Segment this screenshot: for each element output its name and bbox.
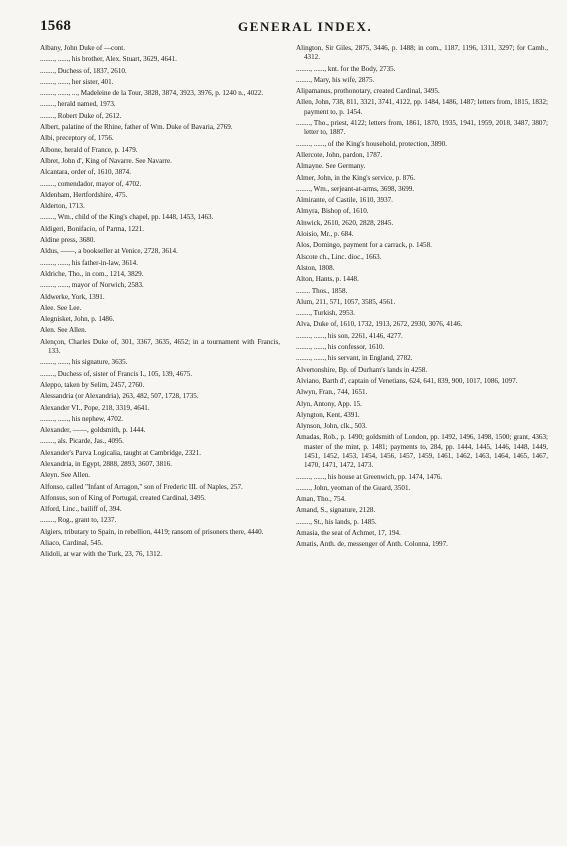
- index-entry: Alexander's Parva Logicalia, taught at Cambridge, 2321.: [40, 448, 202, 457]
- index-entry: Aliaco, Cardinal, 545.: [40, 539, 103, 548]
- index-entry: ........, ......, his signature, 3635.: [40, 358, 128, 367]
- index-entry: Aman, Tho., 754.: [296, 495, 346, 504]
- index-entry: Alessandria (or Alexandria), 263, 482, 507, 1728, 1735.: [40, 392, 199, 401]
- index-entry: Alum, 211, 571, 1057, 3585, 4561.: [296, 297, 396, 306]
- index-entry: Aldwerke, York, 1391.: [40, 292, 105, 301]
- index-entry: ........, ......, his house at Greenwich, pp. 1474, 1476.: [296, 472, 443, 481]
- index-entry: Allen, John, 738, 811, 3321, 3741, 4122, pp. 1484, 1486, 1487; letters from, 1815, 1832; payment to, p. 1454.: [296, 98, 548, 116]
- index-entry: Allercote, John, pardon, 1787.: [296, 150, 383, 159]
- index-entry: Albone, herald of France, p. 1479.: [40, 145, 138, 154]
- index-entry: Alton, Hants, p. 1448.: [296, 275, 359, 284]
- index-entry: Almayne. See Germany.: [296, 162, 366, 171]
- page-number: 1568: [40, 18, 72, 34]
- index-entry: Alcantara, order of, 1610, 3874.: [40, 168, 132, 177]
- index-entry: ........, Wm., child of the King's chapel, pp. 1448, 1453, 1463.: [40, 213, 214, 222]
- index-entry: ........, ......, knt. for the Body, 2735.: [296, 64, 396, 73]
- index-entry: Aldigeri, Bonifacio, of Parma, 1221.: [40, 224, 145, 233]
- index-entry: Aloisio, Mr., p. 684.: [296, 230, 354, 239]
- index-entry: ........, herald named, 1973.: [40, 100, 116, 109]
- index-entry: Aldenham, Hertfordshire, 475.: [40, 190, 128, 199]
- page-header: [40, 18, 555, 38]
- index-entry: Albi, preceptory of, 1756.: [40, 134, 114, 143]
- index-entry: Alington, Sir Giles, 2875, 3446, p. 1488; in com., 1187, 1196, 1311, 3297; for Camb., 4312.: [296, 44, 548, 62]
- index-entry: Aldus, ——, a bookseller at Venice, 2728, 3614.: [40, 247, 178, 256]
- index-entry: Amatis, Anth. de, messenger of Anth. Colonna, 1997.: [296, 540, 448, 549]
- index-entry: Alexandria, in Egypt, 2888, 2893, 3607, 3816.: [40, 459, 173, 468]
- index-entry: Almirante, of Castile, 1610, 3937.: [296, 196, 393, 205]
- index-entry: Alva, Duke of, 1610, 1732, 1913, 2672, 2930, 3076, 4146.: [296, 320, 463, 329]
- index-entry: Alee. See Lee.: [40, 303, 82, 312]
- index-entry: Aleppo, taken by Selim, 2457, 2760.: [40, 380, 145, 389]
- index-entry: ........, ......, ..., Madeleine de la Tour, 3828, 3874, 3923, 3976, p. 1240 n., 4022.: [40, 89, 264, 98]
- index-entry: ........ Thos., 1858.: [296, 286, 348, 295]
- index-entry: ........, Robert Duke of, 2612.: [40, 111, 122, 120]
- index-column-left: [40, 44, 280, 562]
- index-entry: ........, ......, of the King's household, protection, 3890.: [296, 139, 448, 148]
- index-entry: ........, ......, her sister, 401.: [40, 77, 114, 86]
- index-entry: ........, Duchess of, sister of Francis I., 105, 139, 4675.: [40, 369, 193, 378]
- index-entry: Alidoli, at war with the Turk, 23, 76, 1312.: [40, 550, 162, 559]
- index-entry: Alscote ch., Linc. dioc., 1663.: [296, 252, 382, 261]
- index-entry: ........, Turkish, 2953.: [296, 309, 355, 318]
- index-entry: Almer, John, in the King's service, p. 876.: [296, 173, 416, 182]
- index-entry: Aldriche, Tho., in com., 1214, 3829.: [40, 269, 144, 278]
- index-entry: ........, Wm., serjeant-at-arms, 3698, 3699.: [296, 184, 415, 193]
- index-entry: Alyn, Antony, App. 15.: [296, 399, 362, 408]
- index-entry: Alexander VI., Pope, 218, 3319, 4641.: [40, 403, 150, 412]
- index-entry: Alipamanus, prothonotary, created Cardinal, 3495.: [296, 87, 440, 96]
- index-entry: Alwyn, Fran., 744, 1651.: [296, 388, 368, 397]
- index-entry: ........, Rog., grant to, 1237.: [40, 516, 117, 525]
- index-entry: ........, Tho., priest, 4122; letters from, 1861, 1870, 1935, 1941, 1959, 2018, 3487, 3807; letter to, 1887.: [296, 119, 548, 137]
- index-entry: Alvertonshire, Bp. of Durham's lands in 4258.: [296, 365, 428, 374]
- index-entry: Alford, Linc., bailiff of, 394.: [40, 505, 122, 514]
- index-entry: Albert, palatine of the Rhine, father of Wm. Duke of Bavaria, 2769.: [40, 123, 233, 132]
- index-entry: Albret, John d', King of Navarre. See Navarre.: [40, 156, 172, 165]
- index-entry: ........, John, yeoman of the Guard, 3501.: [296, 483, 411, 492]
- index-entry: ........, Mary, his wife, 2875.: [296, 75, 375, 84]
- index-entry: Albany, John Duke of —cont.: [40, 44, 126, 52]
- index-column-right: [296, 44, 548, 552]
- index-entry: Alyngton, Kent, 4391.: [296, 410, 360, 419]
- index-entry: Alfonso, called "Infant of Arragon," son of Frederic III. of Naples, 257.: [40, 482, 243, 491]
- index-entry: ........, St., his lands, p. 1485.: [296, 517, 377, 526]
- index-entry: Alos, Domingo, payment for a carrack, p. 1458.: [296, 241, 432, 250]
- index-entry: Aleyn. See Allen.: [40, 471, 91, 480]
- index-entry: Alexander, ——, goldsmith, p. 1444.: [40, 426, 146, 435]
- index-entry: ........, ......, mayor of Norwich, 2583.: [40, 281, 144, 290]
- index-entry: Alfonsus, son of King of Portugal, created Cardinal, 3495.: [40, 493, 206, 502]
- index-entry: Alnwick, 2610, 2620, 2828, 2845.: [296, 218, 394, 227]
- page-title: GENERAL INDEX.: [238, 19, 373, 34]
- index-entry: ........, Duchess of, 1837, 2610.: [40, 66, 127, 75]
- index-entry: Amand, S., signature, 2128.: [296, 506, 376, 515]
- index-entry: ........, ......, his son, 2261, 4146, 4277.: [296, 331, 403, 340]
- index-entry: Alviano, Barth d', captain of Venetians, 624, 641, 839, 900, 1017, 1086, 1097.: [296, 376, 518, 385]
- index-entry: Almyra, Bishop of, 1610.: [296, 207, 369, 216]
- index-entry: Alençon, Charles Duke of, 301, 3367, 3635, 4652; in a tournament with Francis, 133.: [40, 337, 280, 356]
- index-entry: Alegnisket, John, p. 1486.: [40, 315, 115, 324]
- index-entry: ........, ......, his nephew, 4702.: [40, 414, 124, 423]
- index-entry: ........, ......, his servant, in England, 2782.: [296, 354, 413, 363]
- index-entry: ........, als. Picarde, Jas., 4095.: [40, 437, 124, 446]
- index-entry: Alen. See Allen.: [40, 326, 87, 335]
- index-entry: Alston, 1808.: [296, 263, 335, 272]
- index-entry: ........, ......, his father-in-law, 3614.: [40, 258, 138, 267]
- index-entry: ........, comendador, mayor of, 4702.: [40, 179, 142, 188]
- index-entry: ........, ......, his confessor, 1610.: [296, 343, 385, 352]
- index-entry: Amadas, Rob., p. 1490; goldsmith of London, pp. 1492, 1496, 1498, 1500; grant, 4363; master of the mint, p. 1481; payments to, 284, pp. 1444, 1445, 1446, 1448, 1449, 1451, 1452, 1453, 1454, 1456, 1457, 1459, 1461, 1462, 1463, 1464, 1465, 1467, 1470, 1471, 1472, 1473.: [296, 433, 548, 470]
- index-entry: Algiers, tributary to Spain, in rebellion, 4419; ransom of prisoners there, 4440.: [40, 527, 264, 536]
- index-entry: Aldine press, 3680.: [40, 236, 96, 245]
- index-entry: Alderton, 1713.: [40, 202, 85, 211]
- index-entry: ........, ......, his brother, Alex. Stuart, 3629, 4641.: [40, 55, 177, 64]
- index-entry: Alynson, John, clk., 503.: [296, 422, 367, 431]
- index-entry: Amasia, the seat of Achmet, 17, 194.: [296, 529, 401, 538]
